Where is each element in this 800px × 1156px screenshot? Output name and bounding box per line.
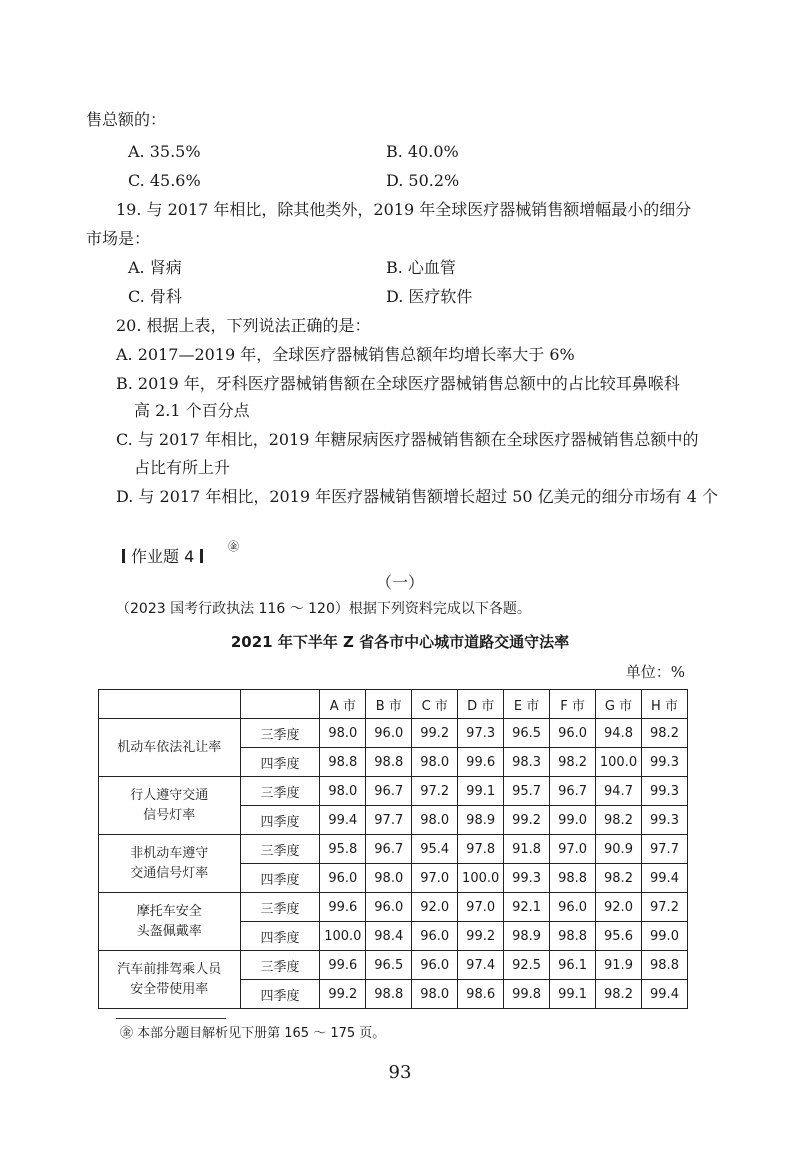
indicator-cell [99, 777, 241, 835]
indicator-label: 头盔佩戴率 [136, 923, 202, 939]
column-header: H 市 [641, 690, 687, 719]
q19-stem-line2: 市场是： [86, 229, 151, 248]
value-cell: 96.0 [550, 893, 596, 922]
value-cell: 96.5 [366, 951, 412, 980]
value-cell: 95.7 [504, 777, 550, 806]
q19-option-b: B. 心血管 [386, 258, 456, 277]
value-cell: 99.6 [458, 748, 504, 777]
q18-option-d: D. 50.2% [386, 171, 460, 190]
value-cell: 99.2 [412, 719, 458, 748]
indicator-label: 交通信号灯率 [130, 865, 209, 881]
heading-bar-right [200, 549, 203, 563]
quarter-cell: 四季度 [240, 922, 320, 951]
value-cell: 95.6 [596, 922, 642, 951]
homework-heading [116, 545, 209, 569]
quarter-cell: 四季度 [240, 748, 320, 777]
value-cell: 97.3 [458, 719, 504, 748]
value-cell: 98.0 [412, 806, 458, 835]
value-cell: 96.0 [366, 893, 412, 922]
source-line: （2023 国考行政执法 116 ～ 120）根据下列资料完成以下各题。 [116, 601, 531, 617]
value-cell: 99.0 [550, 806, 596, 835]
column-header: C 市 [412, 690, 458, 719]
section-number: （一） [375, 573, 424, 592]
value-cell: 96.7 [550, 777, 596, 806]
quarter-cell: 三季度 [240, 777, 320, 806]
value-cell: 98.6 [458, 980, 504, 1009]
value-cell: 97.7 [366, 806, 412, 835]
value-cell: 99.2 [504, 806, 550, 835]
value-cell: 91.8 [504, 835, 550, 864]
q18-option-a: A. 35.5% [128, 142, 201, 161]
value-cell: 99.3 [641, 777, 687, 806]
value-cell: 96.7 [366, 777, 412, 806]
value-cell: 98.2 [596, 864, 642, 893]
table-body [99, 719, 688, 1009]
indicator-cell [99, 951, 241, 1009]
value-cell: 98.9 [504, 922, 550, 951]
page-number: 93 [388, 1062, 412, 1083]
value-cell: 99.3 [641, 806, 687, 835]
value-cell: 98.2 [550, 748, 596, 777]
indicator-label: 机动车依法礼让率 [117, 739, 222, 755]
value-cell: 94.7 [596, 777, 642, 806]
column-header: G 市 [596, 690, 642, 719]
unit-label: 单位：% [625, 663, 685, 681]
value-cell: 98.8 [366, 748, 412, 777]
table-title: 2021 年下半年 Z 省各市中心城市道路交通守法率 [230, 633, 570, 651]
value-cell: 99.4 [641, 864, 687, 893]
value-cell: 97.0 [458, 893, 504, 922]
value-cell: 90.9 [596, 835, 642, 864]
value-cell: 99.6 [320, 893, 366, 922]
value-cell: 98.9 [458, 806, 504, 835]
q18-option-c: C. 45.6% [128, 171, 201, 190]
indicator-label: 非机动车遵守 [130, 845, 209, 861]
value-cell: 96.1 [550, 951, 596, 980]
compliance-table [98, 689, 688, 1009]
indicator-label: 汽车前排驾乘人员 [117, 961, 222, 977]
column-header: F 市 [550, 690, 596, 719]
indicator-cell [99, 835, 241, 893]
indicator-cell [99, 719, 241, 777]
indicator-label: 信号灯率 [143, 807, 196, 823]
header-blank [240, 690, 320, 719]
value-cell: 98.8 [550, 922, 596, 951]
value-cell: 98.0 [412, 980, 458, 1009]
value-cell: 98.0 [320, 777, 366, 806]
homework-heading-text: 作业题 4 [131, 547, 195, 566]
value-cell: 96.0 [412, 951, 458, 980]
value-cell: 91.9 [596, 951, 642, 980]
q20-option-a: A. 2017—2019 年，全球医疗器械销售总额年均增长率大于 6% [116, 345, 575, 364]
value-cell: 99.0 [641, 922, 687, 951]
value-cell: 95.8 [320, 835, 366, 864]
value-cell: 99.2 [458, 922, 504, 951]
value-cell: 96.0 [320, 864, 366, 893]
q18-option-b: B. 40.0% [386, 142, 459, 161]
quarter-cell: 三季度 [240, 951, 320, 980]
value-cell: 97.7 [641, 835, 687, 864]
quarter-cell: 四季度 [240, 806, 320, 835]
value-cell: 96.5 [504, 719, 550, 748]
value-cell: 99.8 [504, 980, 550, 1009]
quarter-cell: 四季度 [240, 980, 320, 1009]
value-cell: 97.2 [412, 777, 458, 806]
quarter-cell: 三季度 [240, 893, 320, 922]
value-cell: 98.4 [366, 922, 412, 951]
q20-option-d: D. 与 2017 年相比，2019 年医疗器械销售额增长超过 50 亿美元的细分市场有 4 个 [116, 487, 719, 506]
value-cell: 97.4 [458, 951, 504, 980]
value-cell: 98.8 [641, 951, 687, 980]
table-header-row [99, 690, 688, 719]
value-cell: 92.0 [596, 893, 642, 922]
footnote-divider [116, 1018, 226, 1019]
q20-option-c: C. 与 2017 年相比，2019 年糖尿病医疗器械销售额在全球医疗器械销售总额中的 [116, 430, 699, 449]
value-cell: 97.8 [458, 835, 504, 864]
value-cell: 100.0 [458, 864, 504, 893]
column-header: D 市 [458, 690, 504, 719]
value-cell: 96.0 [412, 922, 458, 951]
column-header: B 市 [366, 690, 412, 719]
value-cell: 98.0 [320, 719, 366, 748]
value-cell: 99.1 [458, 777, 504, 806]
heading-bar-left [122, 549, 125, 563]
table-row [99, 893, 688, 922]
q19-stem: 19. 与 2017 年相比，除其他类外，2019 年全球医疗器械销售额增幅最小的细分 [116, 200, 692, 219]
indicator-label: 摩托车安全 [136, 903, 202, 919]
value-cell: 99.3 [641, 748, 687, 777]
q20-stem: 20. 根据上表，下列说法正确的是： [116, 316, 371, 335]
table-row [99, 951, 688, 980]
quarter-cell: 三季度 [240, 835, 320, 864]
indicator-cell [99, 893, 241, 951]
value-cell: 99.4 [320, 806, 366, 835]
value-cell: 98.0 [412, 748, 458, 777]
footnote-marker: ㊎ [228, 540, 239, 553]
value-cell: 98.0 [366, 864, 412, 893]
value-cell: 96.0 [550, 719, 596, 748]
q20-option-c-cont: 占比有所上升 [134, 458, 231, 477]
q18-stem-tail: 售总额的： [86, 110, 167, 129]
value-cell: 92.5 [504, 951, 550, 980]
value-cell: 99.6 [320, 951, 366, 980]
column-header: A 市 [320, 690, 366, 719]
value-cell: 92.1 [504, 893, 550, 922]
table-row [99, 719, 688, 748]
q19-option-a: A. 肾病 [128, 258, 182, 277]
q19-option-c: C. 骨科 [128, 287, 182, 306]
value-cell: 98.8 [320, 748, 366, 777]
value-cell: 100.0 [596, 748, 642, 777]
footnote: ㊎ 本部分题目解析见下册第 165 ～ 175 页。 [120, 1026, 386, 1041]
value-cell: 98.8 [366, 980, 412, 1009]
value-cell: 96.7 [366, 835, 412, 864]
indicator-label: 安全带使用率 [130, 981, 209, 997]
q20-option-b-cont: 高 2.1 个百分点 [134, 401, 250, 420]
value-cell: 92.0 [412, 893, 458, 922]
value-cell: 95.4 [412, 835, 458, 864]
table-row [99, 777, 688, 806]
value-cell: 96.0 [366, 719, 412, 748]
quarter-cell: 三季度 [240, 719, 320, 748]
q20-option-b: B. 2019 年，牙科医疗器械销售额在全球医疗器械销售总额中的占比较耳鼻喉科 [116, 374, 680, 393]
value-cell: 99.4 [641, 980, 687, 1009]
column-header: E 市 [504, 690, 550, 719]
value-cell: 98.2 [596, 980, 642, 1009]
value-cell: 97.0 [550, 835, 596, 864]
value-cell: 97.0 [412, 864, 458, 893]
value-cell: 98.8 [550, 864, 596, 893]
value-cell: 99.3 [504, 864, 550, 893]
value-cell: 94.8 [596, 719, 642, 748]
value-cell: 99.2 [320, 980, 366, 1009]
value-cell: 98.2 [641, 719, 687, 748]
header-blank [99, 690, 241, 719]
indicator-label: 行人遵守交通 [130, 787, 209, 803]
value-cell: 98.2 [596, 806, 642, 835]
table-row [99, 835, 688, 864]
value-cell: 99.1 [550, 980, 596, 1009]
value-cell: 98.3 [504, 748, 550, 777]
q19-option-d: D. 医疗软件 [386, 287, 473, 306]
quarter-cell: 四季度 [240, 864, 320, 893]
value-cell: 97.2 [641, 893, 687, 922]
value-cell: 100.0 [320, 922, 366, 951]
